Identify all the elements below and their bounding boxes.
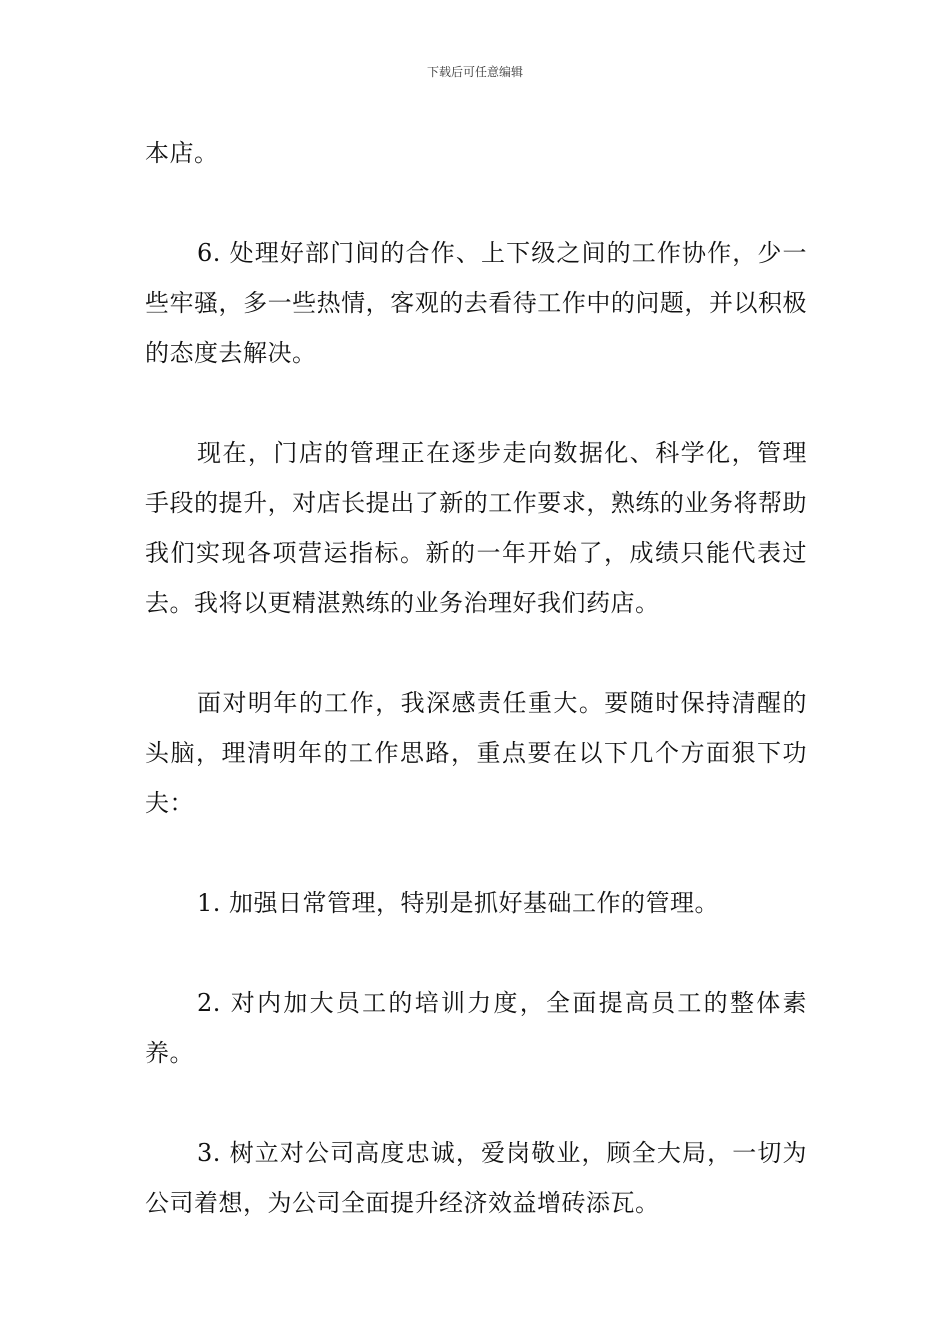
paragraph-6: 2. 对内加大员工的培训力度，全面提高员工的整体素养。 bbox=[145, 989, 807, 1067]
paragraph-4: 面对明年的工作，我深感责任重大。要随时保持清醒的头脑，理清明年的工作思路，重点要在以下几个方面狠下功夫： bbox=[145, 689, 807, 817]
document-body bbox=[145, 128, 807, 1228]
paragraph-1: 本店。 bbox=[145, 139, 219, 167]
page-header: 下载后可任意编辑 bbox=[426, 65, 523, 79]
paragraph-gap bbox=[145, 828, 807, 878]
paragraph-gap bbox=[145, 928, 807, 978]
paragraph-2: 6. 处理好部门间的合作、上下级之间的工作协作，少一些牢骚，多一些热情，客观的去看待工作中的问题，并以积极的态度去解决。 bbox=[145, 239, 807, 367]
paragraph-7: 3. 树立对公司高度忠诚，爱岗敬业，顾全大局，一切为公司着想，为公司全面提升经济效益增砖添瓦。 bbox=[145, 1139, 807, 1217]
paragraph-5: 1. 加强日常管理，特别是抓好基础工作的管理。 bbox=[197, 889, 720, 917]
paragraph-gap bbox=[145, 378, 807, 428]
paragraph-gap bbox=[145, 628, 807, 678]
paragraph-gap bbox=[145, 178, 807, 228]
paragraph-3: 现在，门店的管理正在逐步走向数据化、科学化，管理手段的提升，对店长提出了新的工作要求，熟练的业务将帮助我们实现各项营运指标。新的一年开始了，成绩只能代表过去。我将以更精湛熟练的业务治理好我们药店。 bbox=[145, 439, 807, 617]
paragraph-gap bbox=[145, 1078, 807, 1128]
